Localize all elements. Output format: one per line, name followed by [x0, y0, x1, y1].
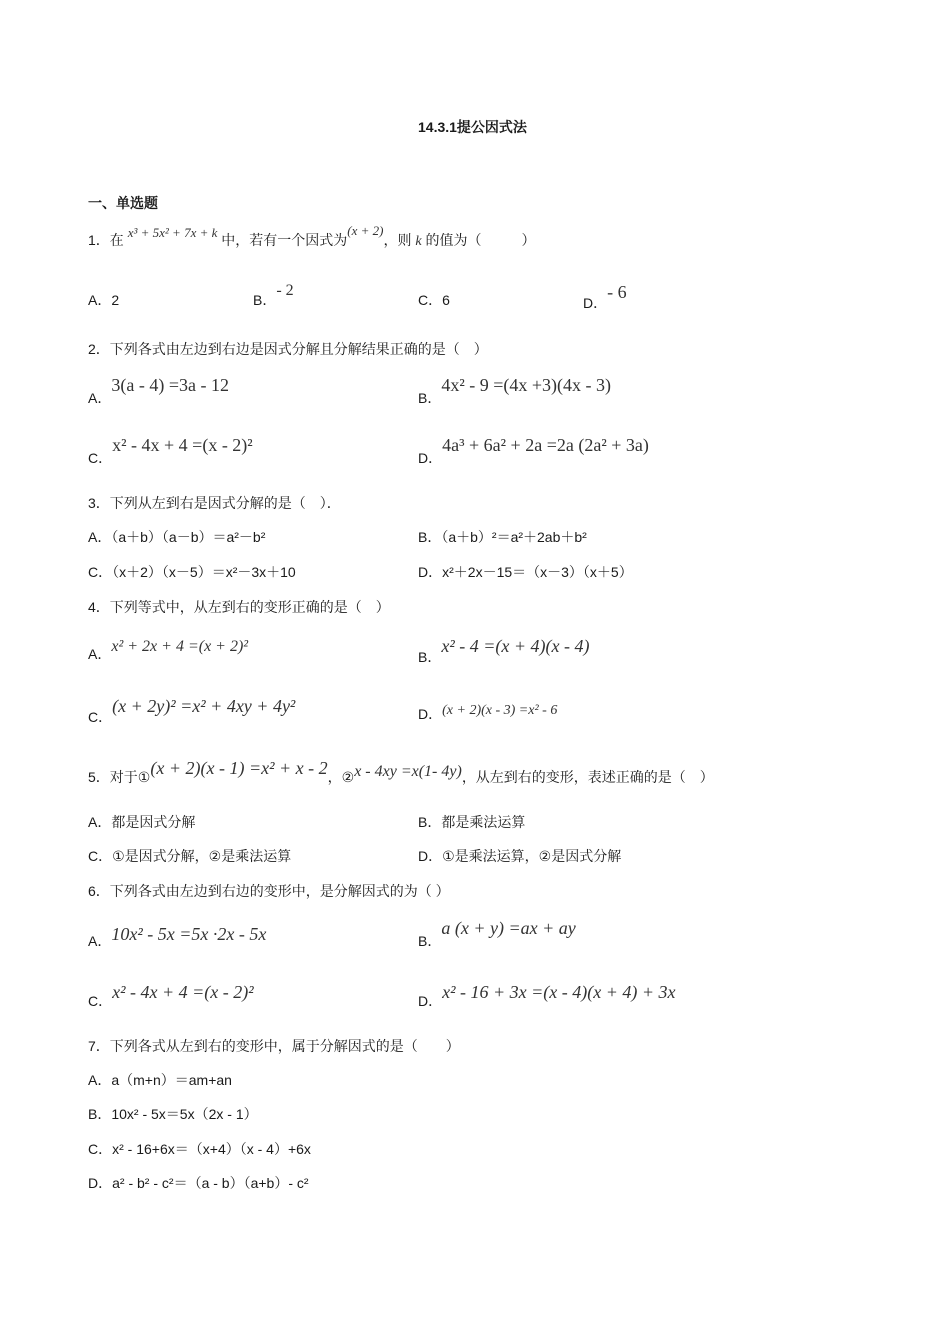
option-label: C． — [88, 709, 113, 725]
option-label: A． — [88, 814, 112, 830]
option-a — [88, 924, 267, 949]
factor-expression: (x + 2) — [347, 223, 384, 238]
question-text: 的值为（ — [425, 232, 482, 248]
option-label: A． — [88, 292, 112, 308]
option-text: x - 4xy =x(1- 4y) — [354, 763, 462, 780]
option-text: 6 — [442, 292, 450, 308]
option-text: 下列各式从左到右的变形中，属于分解因式的是（ ） — [109, 1038, 460, 1054]
option-label: B． — [418, 390, 442, 406]
option-label: D． — [418, 848, 443, 864]
option-text: 对于① — [109, 769, 151, 785]
option-text: ①是乘法运算，②是因式分解 — [442, 848, 622, 864]
option-label: A． — [88, 390, 112, 406]
option-label: C． — [88, 564, 113, 580]
option-label: C． — [88, 1141, 113, 1157]
option-text: 2 — [111, 292, 120, 308]
option-label: B． — [88, 1106, 112, 1122]
option-a — [88, 815, 195, 829]
option-a — [88, 293, 119, 307]
option-text: 下列各式由左边到右边的变形中，是分解因式的为（ ） — [109, 883, 450, 899]
option-label: B． — [253, 292, 277, 308]
question-text: 在 — [109, 232, 124, 248]
option-c — [88, 565, 296, 579]
option-label: C． — [88, 450, 113, 466]
question-5 — [88, 758, 714, 786]
option-label: D． — [418, 706, 443, 722]
option-c — [88, 696, 296, 725]
option-text: x² - 4x + 4 =(x - 2)² — [112, 982, 254, 1002]
option-text: a² ‐ b² ‐ c²＝（a ‐ b）（a+b）‐ c² — [112, 1175, 309, 1191]
polynomial-expression: x³ + 5x² + 7x + k — [127, 225, 218, 240]
option-text: （a＋b）²＝a²＋2ab＋b² — [441, 529, 587, 545]
question-2 — [88, 342, 488, 356]
question-text: ） — [521, 232, 536, 248]
option-text: ，从左到右的变形，表述正确的是（ ） — [461, 769, 714, 785]
option-label: B． — [418, 649, 442, 665]
question-6 — [88, 884, 450, 898]
option-b — [418, 375, 612, 406]
option-text: 下列从左到右是因式分解的是（ ）． — [109, 495, 341, 511]
option-d — [418, 435, 649, 466]
option-text: (x + 2y)² =x² + 4xy + 4y² — [112, 696, 296, 716]
option-label: A． — [88, 529, 112, 545]
option-a — [88, 638, 249, 663]
variable-k: k — [415, 234, 422, 249]
option-label: B． — [418, 933, 442, 949]
question-number: 6． — [88, 883, 110, 899]
option-c — [88, 435, 253, 466]
option-text: 10x² ‐ 5x＝5x（2x ‐ 1） — [111, 1106, 258, 1122]
option-d — [583, 282, 627, 311]
option-d — [418, 703, 558, 723]
option-text: x² + 2x + 4 =(x + 2)² — [111, 638, 249, 655]
option-text: 都是因式分解 — [111, 814, 196, 830]
option-d — [418, 565, 633, 579]
option-text: - 2 — [276, 282, 294, 299]
option-label: A． — [88, 933, 112, 949]
question-7 — [88, 1039, 460, 1053]
option-text: x²＋2x－15＝（x－3）（x＋5） — [442, 564, 633, 580]
question-number: 4． — [88, 599, 110, 615]
question-1 — [88, 223, 536, 249]
option-label: C． — [418, 292, 443, 308]
option-text: (x + 2)(x - 3) =x² - 6 — [442, 703, 558, 718]
option-label: D． — [583, 295, 608, 311]
option-text: ，② — [327, 769, 355, 785]
option-text: x² ‐ 16+6x＝（x+4）（x ‐ 4）+6x — [112, 1141, 311, 1157]
question-number: 3． — [88, 495, 110, 511]
option-text: 4a³ + 6a² + 2a =2a (2a² + 3a) — [442, 435, 649, 455]
option-d — [418, 982, 676, 1009]
option-label: A． — [88, 1072, 112, 1088]
option-text: （a＋b）（a－b）＝a²－b² — [111, 529, 266, 545]
option-label: D． — [418, 450, 443, 466]
option-b — [253, 282, 294, 309]
option-text: x² - 4 =(x + 4)(x - 4) — [441, 636, 590, 656]
option-a — [88, 530, 265, 544]
option-b — [418, 918, 576, 949]
option-text: x² - 4x + 4 =(x - 2)² — [112, 435, 253, 455]
option-a — [88, 375, 229, 406]
option-label: C． — [88, 848, 113, 864]
option-text: 下列各式由左边到右边是因式分解且分解结果正确的是（ ） — [109, 341, 488, 357]
option-label: B． — [418, 529, 442, 545]
option-label: B． — [418, 814, 442, 830]
page-title: 14.3.1提公因式法 — [418, 119, 527, 135]
option-c — [88, 982, 254, 1009]
option-c — [418, 293, 450, 307]
option-b — [418, 530, 587, 544]
option-text: 都是乘法运算 — [441, 814, 526, 830]
option-text: (x + 2)(x - 1) =x² + x - 2 — [150, 758, 328, 778]
option-text: 4x² - 9 =(4x +3)(4x - 3) — [441, 375, 612, 395]
option-text: （x＋2）（x－5）＝x²－3x＋10 — [112, 564, 296, 580]
question-text: 中，若有一个因式为 — [221, 232, 348, 248]
option-text: a (x + y) =ax + ay — [441, 918, 576, 938]
option-label: D． — [418, 993, 443, 1009]
question-text: ，则 — [383, 232, 412, 248]
option-d — [418, 849, 621, 863]
option-text: 3(a - 4) =3a - 12 — [111, 375, 229, 395]
option-text: - 6 — [607, 282, 627, 302]
option-label: D． — [418, 564, 443, 580]
question-number: 2． — [88, 341, 110, 357]
section-heading: 一、单选题 — [88, 195, 158, 211]
option-text: 10x² - 5x =5x ·2x - 5x — [111, 924, 267, 944]
option-a — [88, 1073, 232, 1087]
option-text: 下列等式中，从左到右的变形正确的是（ ） — [109, 599, 390, 615]
question-4 — [88, 600, 390, 614]
option-text: a（m+n）＝am+an — [111, 1072, 232, 1088]
option-label: A． — [88, 646, 112, 662]
option-text: ①是因式分解，②是乘法运算 — [112, 848, 292, 864]
option-b — [418, 636, 590, 665]
question-number: 1． — [88, 232, 110, 248]
option-label: D． — [88, 1175, 113, 1191]
option-c — [88, 849, 291, 863]
option-label: C． — [88, 993, 113, 1009]
question-3 — [88, 496, 341, 510]
option-c — [88, 1142, 311, 1156]
option-b — [88, 1107, 258, 1121]
option-b — [418, 815, 525, 829]
question-number: 7． — [88, 1038, 110, 1054]
option-text: x² - 16 + 3x =(x - 4)(x + 4) + 3x — [442, 982, 676, 1002]
option-d — [88, 1176, 309, 1190]
question-number: 5． — [88, 769, 110, 785]
